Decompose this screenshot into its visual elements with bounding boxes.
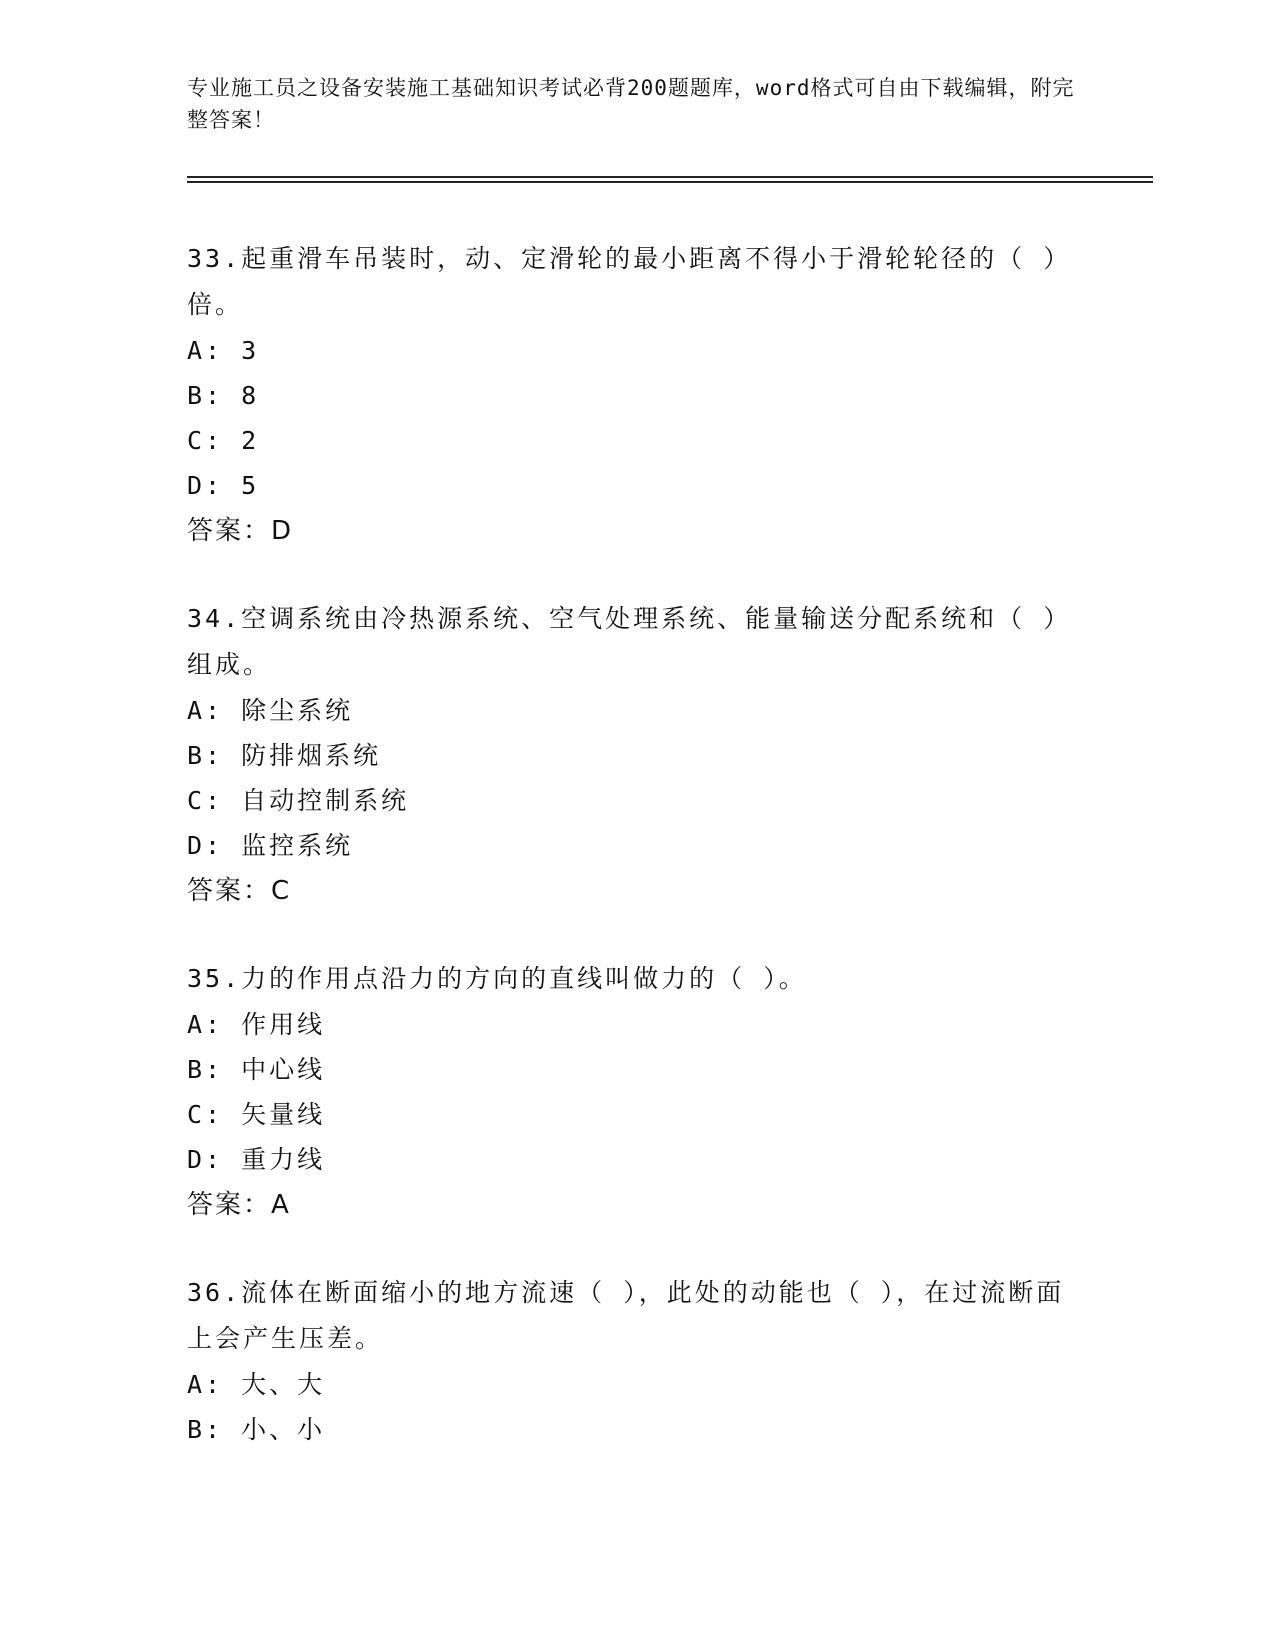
question-36 [187, 1270, 1087, 1452]
option-b: B: 防排烟系统 [187, 741, 382, 770]
option-a: A: 3 [187, 336, 260, 365]
question-34 [187, 596, 1087, 914]
option-b: B: 中心线 [187, 1055, 326, 1084]
question-stem: 36.流体在断面缩小的地方流速（ ），此处的动能也（ ），在过流断面上会产生压差。 [187, 1278, 1065, 1353]
answer: 答案：D [187, 516, 294, 546]
option-c: C: 自动控制系统 [187, 786, 410, 815]
option-b: B: 8 [187, 381, 260, 410]
document-header [187, 72, 1087, 136]
question-stem: 33.起重滑车吊装时，动、定滑轮的最小距离不得小于滑轮轮径的（ ）倍。 [187, 244, 1072, 319]
question-33 [187, 236, 1087, 554]
question-stem: 35.力的作用点沿力的方向的直线叫做力的（ ）。 [187, 964, 807, 993]
answer: 答案：C [187, 876, 292, 906]
option-c: C: 矢量线 [187, 1100, 326, 1129]
option-c: C: 2 [187, 426, 260, 455]
question-35 [187, 956, 1087, 1228]
option-a: A: 作用线 [187, 1010, 326, 1039]
question-list [187, 236, 1087, 1494]
option-b: B: 小、小 [187, 1415, 326, 1444]
option-d: D: 5 [187, 471, 260, 500]
question-stem: 34.空调系统由冷热源系统、空气处理系统、能量输送分配系统和（ ）组成。 [187, 604, 1072, 679]
document-title: 专业施工员之设备安装施工基础知识考试必背200题题库，word格式可自由下载编辑，附完整答案！ [187, 76, 1075, 132]
header-divider-top [187, 176, 1153, 178]
option-a: A: 除尘系统 [187, 696, 354, 725]
header-divider-bottom [187, 181, 1153, 183]
option-d: D: 监控系统 [187, 831, 354, 860]
option-d: D: 重力线 [187, 1145, 326, 1174]
option-a: A: 大、大 [187, 1370, 326, 1399]
answer: 答案：A [187, 1190, 291, 1220]
